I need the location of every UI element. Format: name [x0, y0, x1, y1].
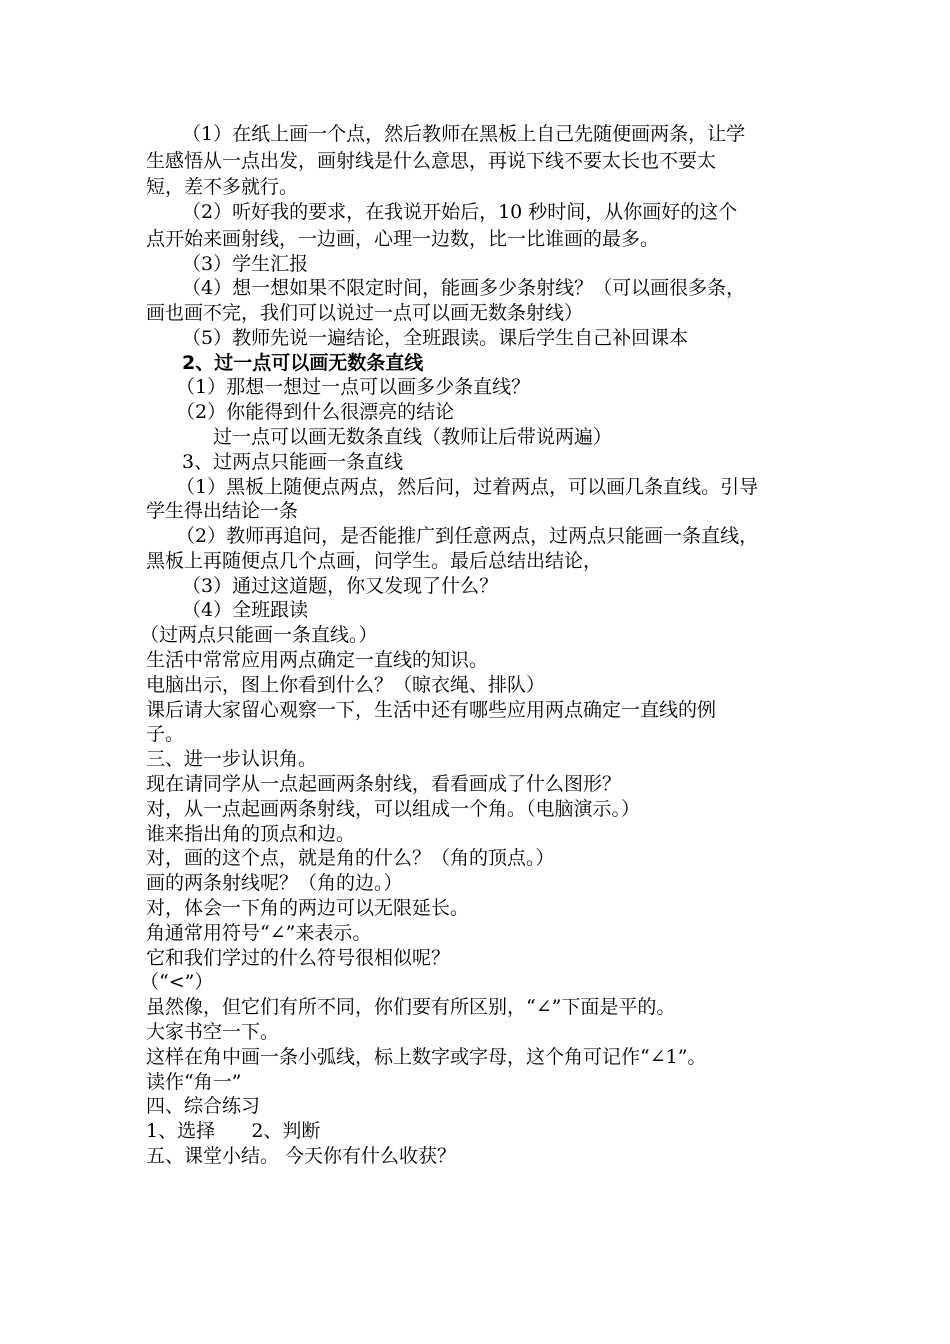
text-line: 角通常用符号“∠”来表示。	[146, 922, 372, 944]
text-line: 课后请大家留心观察一下，生活中还有哪些应用两点确定一直线的例	[146, 699, 717, 721]
text-line: 点开始来画射线，一边画，心理一边数，比一比谁画的最多。	[146, 228, 660, 250]
text-line: 1、选择 2、判断	[146, 1120, 321, 1142]
text-line: 学生得出结论一条	[146, 500, 299, 522]
text-line: （1）那想一想过一点可以画多少条直线？	[176, 376, 531, 398]
text-line: （4）全班跟读	[182, 599, 309, 621]
text-line: 对，体会一下角的两边可以无限延长。	[146, 897, 470, 919]
text-line: （3）学生汇报	[182, 253, 309, 275]
text-line: 电脑出示，图上你看到什么？（晾衣绳、排队）	[146, 674, 546, 696]
text-line: 生感悟从一点出发，画射线是什么意思，再说下线不要太长也不要太	[146, 150, 717, 172]
text-line: （1）在纸上画一个点，然后教师在黑板上自己先随便画两条，让学	[182, 123, 746, 145]
text-line: 对，从一点起画两条射线，可以组成一个角。（电脑演示。）	[146, 798, 641, 820]
text-line: （5）教师先说一遍结论，全班跟读。课后学生自己补回课本	[182, 327, 689, 349]
text-line: 短，差不多就行。	[146, 176, 299, 198]
text-line: 生活中常常应用两点确定一直线的知识。	[146, 649, 489, 671]
text-line: 画的两条射线呢？（角的边。）	[146, 872, 403, 894]
text-line: （2）你能得到什么很漂亮的结论	[176, 401, 455, 423]
text-line: 子。	[146, 723, 185, 745]
text-line: 对，画的这个点，就是角的什么？（角的顶点。）	[146, 847, 555, 869]
text-line: （2）教师再追问，是否能推广到任意两点，过两点只能画一条直线，	[176, 525, 759, 547]
text-line: 这样在角中画一条小弧线，标上数字或字母，这个角可记作“∠1”。	[146, 1046, 707, 1068]
text-line: 虽然像，但它们有所不同，你们要有所区别，“∠”下面是平的。	[146, 996, 676, 1018]
text-line: （“<”）	[140, 971, 214, 993]
text-line: 画也画不完，我们可以说过一点可以画无数条射线）	[146, 302, 584, 324]
section-heading: 三、进一步认识角。	[146, 748, 318, 770]
text-line: （3）通过这道题，你又发现了什么？	[182, 575, 499, 597]
text-line: 现在请同学从一点起画两条射线，看看画成了什么图形？	[146, 773, 622, 795]
section-heading: 2、过一点可以画无数条直线	[182, 352, 424, 374]
text-line: （过两点只能画一条直线。）	[140, 624, 378, 646]
section-heading: 五、课堂小结。 今天你有什么收获？	[146, 1145, 457, 1167]
section-heading: 3、过两点只能画一条直线	[182, 451, 404, 473]
text-line: （4）想一想如果不限定时间，能画多少条射线？（可以画很多条，	[182, 277, 746, 299]
text-line: 大家书空一下。	[146, 1021, 280, 1043]
text-line: 过一点可以画无数条直线（教师让后带说两遍）	[213, 426, 613, 448]
text-line: 黑板上再随便点几个点画，问学生。最后总结出结论，	[146, 550, 603, 572]
text-line: 谁来指出角的顶点和边。	[146, 823, 356, 845]
text-line: 读作“角一”	[146, 1071, 242, 1093]
text-line: 它和我们学过的什么符号很相似呢？	[146, 947, 451, 969]
text-line: （2）听好我的要求，在我说开始后，10 秒时间，从你画好的这个	[182, 201, 738, 223]
section-heading: 四、综合练习	[146, 1095, 261, 1117]
text-line: （1）黑板上随便点两点，然后问，过着两点，可以画几条直线。引导	[176, 476, 759, 498]
